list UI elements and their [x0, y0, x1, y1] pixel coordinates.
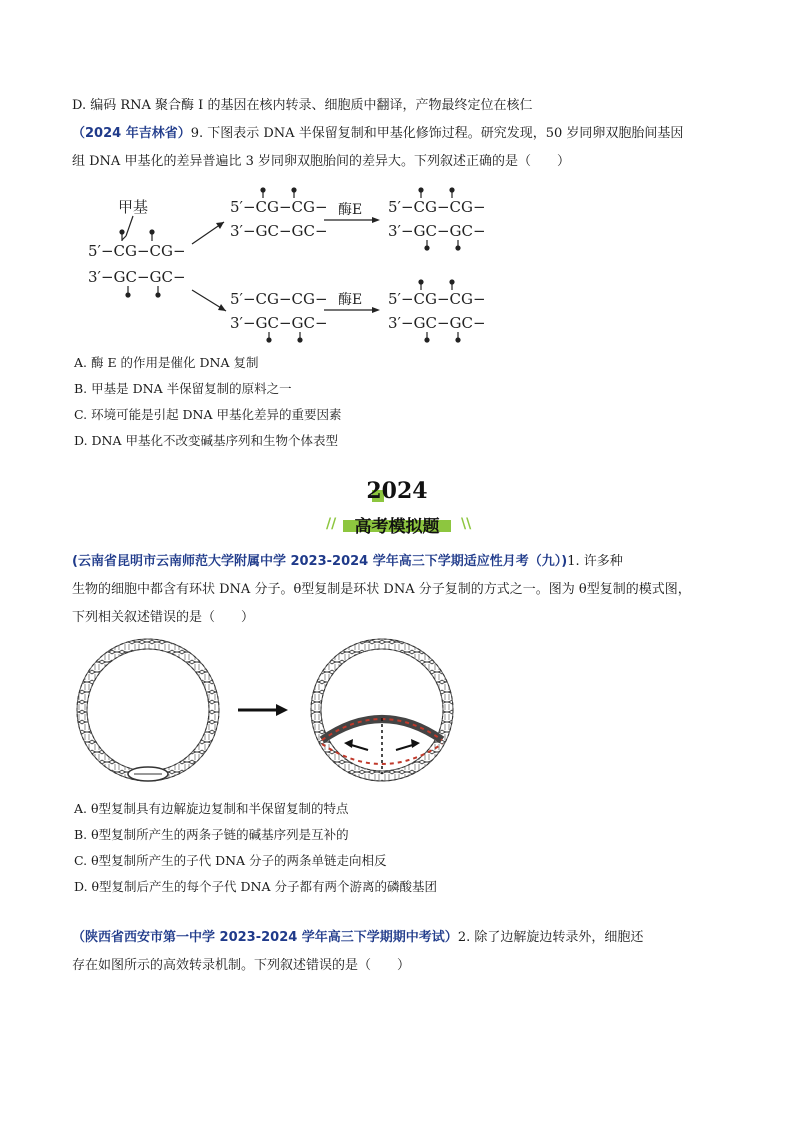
prev-option-d: D. 编码 RNA 聚合酶 I 的基因在核内转录、细胞质中翻译，产物最终定位在核仁 — [72, 98, 533, 113]
q9-lower-result-bottom: 3′−GC−GC− — [388, 314, 486, 332]
q2-stem-line1 — [72, 928, 643, 948]
q9-lower-top-strand: 5′−CG−CG− — [230, 290, 328, 308]
q1-option-a: A. θ型复制具有边解旋边复制和半保留复制的特点 — [74, 801, 349, 816]
q1-stem-line3: 下列相关叙述错误的是（ ） — [72, 610, 255, 625]
q9-option-d: D. DNA 甲基化不改变碱基序列和生物个体表型 — [74, 433, 338, 448]
q9-option-a: A. 酶 E 的作用是催化 DNA 复制 — [74, 355, 259, 370]
q9-lower-result-top: 5′−CG−CG− — [388, 290, 486, 308]
q9-option-c: C. 环境可能是引起 DNA 甲基化差异的重要因素 — [74, 407, 342, 422]
q9-methylation-diagram — [70, 186, 500, 346]
q9-left-bottom-strand: 3′−GC−GC− — [88, 268, 186, 286]
q1-theta-replication-diagram — [72, 632, 472, 792]
q1-stem-line1 — [72, 552, 623, 572]
q2-stem-text: 2. 除了边解旋边转录外，细胞还 — [457, 930, 644, 945]
q9-enzyme-label-lower: 酶E — [338, 292, 363, 308]
q9-stem-text: 9. 下图表示 DNA 半保留复制和甲基化修饰过程。研究发现，50 岁同卵双胞胎间基因 — [190, 126, 684, 141]
q9-stem-line1 — [72, 124, 683, 144]
q9-upper-result-bottom: 3′−GC−GC− — [388, 222, 486, 240]
q1-circular-dna-left — [77, 639, 219, 781]
q1-stem-line2: 生物的细胞中都含有环状 DNA 分子。θ型复制是环状 DNA 分子复制的方式之一。图为 θ型复制的模式图， — [72, 582, 691, 597]
q1-option-c: C. θ型复制所产生的子代 DNA 分子的两条单链走向相反 — [74, 853, 387, 868]
q1-source: (云南省昆明市云南师范大学附属中学 2023-2024 学年高三下学期适应性月考（九）) — [72, 554, 568, 569]
q9-stem-line2: 组 DNA 甲基化的差异普遍比 3 岁同卵双胞胎间的差异大。下列叙述正确的是（ ） — [72, 154, 570, 169]
q1-option-b: B. θ型复制所产生的两条子链的碱基序列是互补的 — [74, 827, 349, 842]
q1-option-d: D. θ型复制后产生的每个子代 DNA 分子都有两个游离的磷酸基团 — [74, 879, 437, 894]
q9-upper-top-strand: 5′−CG−CG− — [230, 198, 328, 216]
q9-upper-result-top: 5′−CG−CG− — [388, 198, 486, 216]
banner-subtitle-box — [333, 512, 461, 537]
q1-stem-text: 1. 许多种 — [567, 554, 623, 569]
q9-lower-bottom-strand: 3′−GC−GC− — [230, 314, 328, 332]
q9-left-top-strand: 5′−CG−CG− — [88, 242, 186, 260]
q9-methyl-label: 甲基 — [118, 198, 149, 216]
q9-source: （2024 年吉林省） — [72, 126, 191, 141]
banner-left-slashes: // — [326, 516, 337, 532]
q9-upper-bottom-strand: 3′−GC−GC− — [230, 222, 328, 240]
q2-stem-line2: 存在如图所示的高效转录机制。下列叙述错误的是（ ） — [72, 958, 411, 973]
q9-enzyme-label-upper: 酶E — [338, 202, 363, 218]
q9-option-b: B. 甲基是 DNA 半保留复制的原料之一 — [74, 381, 292, 396]
q1-circular-dna-right — [311, 639, 453, 781]
banner-year: 2024 — [366, 478, 428, 504]
q2-source: （陕西省西安市第一中学 2023-2024 学年高三下学期期中考试） — [72, 930, 458, 945]
banner-subtitle: 高考模拟题 — [354, 517, 440, 537]
banner-right-slashes: \\ — [461, 516, 472, 532]
